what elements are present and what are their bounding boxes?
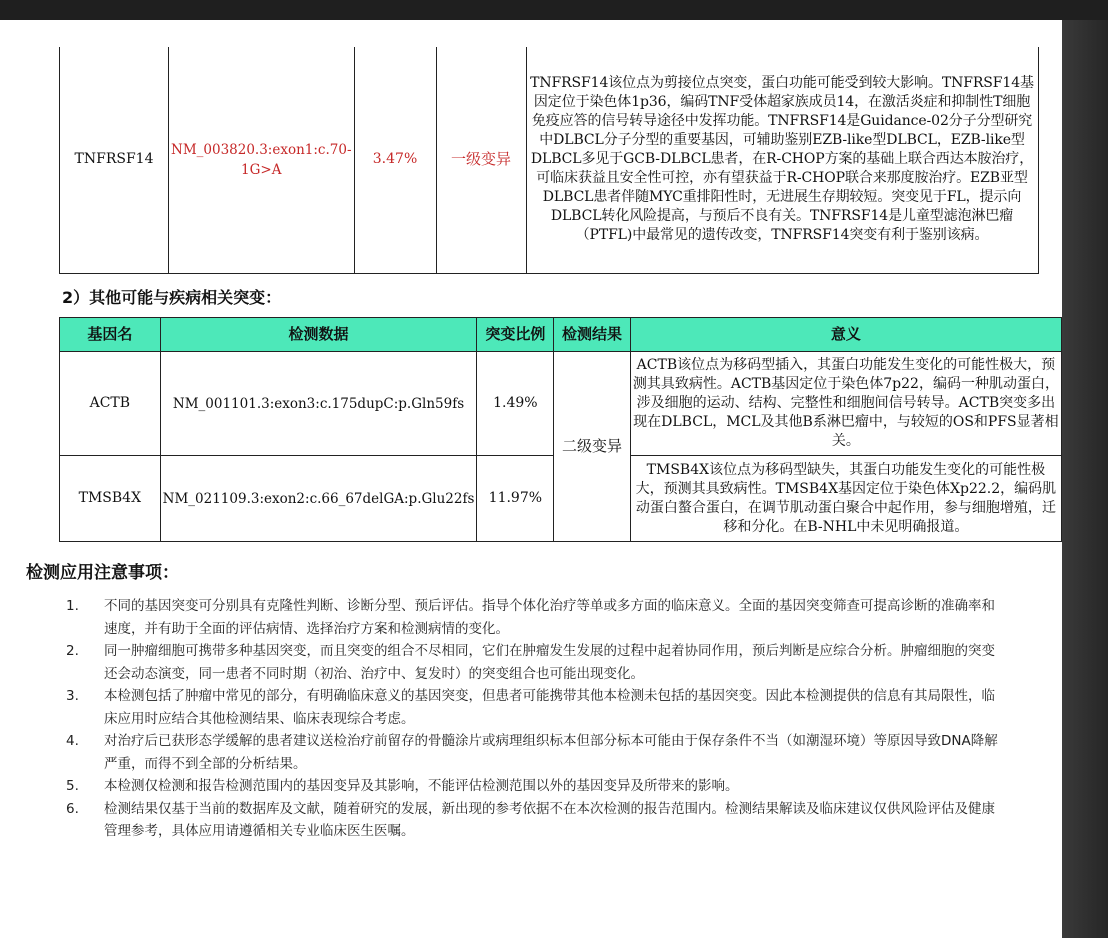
note-text: 本检测包括了肿瘤中常见的部分，有明确临床意义的基因突变，但患者可能携带其他本检测未包括的基因突变。因此本检测提供的信息有其局限性，临床应用时应结合其他检测结果、临床表现综合考虑。 bbox=[104, 688, 995, 727]
list-item bbox=[66, 685, 1006, 730]
header-meaning: 意义 bbox=[630, 318, 1061, 352]
note-number: 6. bbox=[66, 800, 79, 817]
primary-mutation-table bbox=[59, 47, 1039, 274]
header-ratio: 突变比例 bbox=[477, 318, 554, 352]
list-item bbox=[66, 775, 1006, 798]
detection-cell: NM_003820.3:exon1:c.70-1G>A bbox=[169, 47, 355, 273]
list-item bbox=[66, 595, 1006, 640]
note-number: 4. bbox=[66, 733, 79, 749]
header-detection: 检测数据 bbox=[160, 318, 477, 352]
table-header-row bbox=[60, 318, 1062, 352]
header-gene: 基因名 bbox=[60, 318, 161, 352]
note-text: 检测结果仅基于当前的数据库及文献，随着研究的发展，新出现的参考依据不在本次检测的报告范围内。检测结果解读及临床建议仅供风险评估及健康管理参考，具体应用请遵循相关专业临床医生医嘱。 bbox=[104, 800, 995, 839]
header-result: 检测结果 bbox=[554, 318, 630, 352]
note-number: 2. bbox=[66, 643, 79, 659]
list-item bbox=[66, 730, 1006, 775]
ratio-cell: 11.97% bbox=[477, 456, 554, 542]
note-text: 本检测仅检测和报告检测范围内的基因变异及其影响，不能评估检测范围以外的基因变异及所带来的影响。 bbox=[104, 778, 739, 794]
viewer-top-bar bbox=[0, 0, 1108, 20]
note-text: 对治疗后已获形态学缓解的患者建议送检治疗前留存的骨髓涂片或病理组织标本但部分标本可能由于保存条件不当（如潮湿环境）等原因导致DNA降解严重，而得不到全部的分析结果。 bbox=[104, 733, 998, 772]
note-text: 同一肿瘤细胞可携带多种基因突变，而且突变的组合不尽相同，它们在肿瘤发生发展的过程中起着协同作用，预后判断是应综合分析。肿瘤细胞的突变还会动态演变，同一患者不同时期（初治、治疗中、复发时）的突变组合也可能出现变化。 bbox=[104, 643, 995, 682]
other-mutations-table bbox=[59, 317, 1062, 542]
detection-cell: NM_001101.3:exon3:c.175dupC:p.Gln59fs bbox=[160, 352, 477, 456]
result-cell: 二级变异 bbox=[554, 352, 630, 542]
table-row bbox=[60, 352, 1062, 456]
section-heading: 2）其他可能与疾病相关突变： bbox=[62, 288, 282, 307]
meaning-cell: TNFRSF14该位点为剪接位点突变，蛋白功能可能受到较大影响。TNFRSF14基因定位于染色体1p36，编码TNF受体超家族成员14，在激活炎症和抑制性T细胞免疫应答的信号转导途径中发挥功能。TNFRSF14是Guidance-02分子分型研究中DLBCL分子分型的重要基因，可辅助鉴别EZB-like型DLBCL，EZB-like型DLBCL多见于GCB-DLBCL患者，在R-CHOP方案的基础上联合西达本胺治疗，可临床获益且安全性可控，亦有望获益于R-CHOP联合来那度胺治疗。EZB亚型DLBCL患者伴随MYC重排阳性时，无进展生存期较短。突变见于FL，提示向DLBCL转化风险提高，与预后不良有关。TNFRSF14是儿童型滤泡淋巴瘤（PTFL)中最常见的遗传改变，TNFRSF14突变有利于鉴别该病。 bbox=[526, 47, 1038, 273]
note-number: 1. bbox=[66, 598, 79, 614]
meaning-cell: ACTB该位点为移码型插入，其蛋白功能发生变化的可能性极大，预测其具致病性。ACTB基因定位于染色体7p22，编码一种肌动蛋白，涉及细胞的运动、结构、完整性和细胞间信号转导。ACTB突变多出现在DLBCL，MCL及其他B系淋巴瘤中，与较短的OS和PFS显著相关。 bbox=[630, 352, 1061, 456]
note-number: 3. bbox=[66, 688, 79, 704]
gene-cell: ACTB bbox=[60, 352, 161, 456]
notes-heading: 检测应用注意事项： bbox=[26, 563, 179, 583]
note-text: 不同的基因突变可分别具有克隆性判断、诊断分型、预后评估。指导个体化治疗等单或多方面的临床意义。全面的基因突变筛查可提高诊断的准确率和速度，并有助于全面的评估病情、选择治疗方案和检测病情的变化。 bbox=[104, 598, 995, 637]
gene-cell: TNFRSF14 bbox=[60, 47, 169, 273]
meaning-cell: TMSB4X该位点为移码型缺失，其蛋白功能发生变化的可能性极大，预测其具致病性。TMSB4X基因定位于染色体Xp22.2，编码肌动蛋白螯合蛋白，在调节肌动蛋白聚合中起作用，参与细胞增殖，迁移和分化。在B-NHL中未见明确报道。 bbox=[630, 456, 1061, 542]
ratio-cell: 3.47% bbox=[354, 47, 436, 273]
table-row bbox=[60, 47, 1039, 273]
list-item bbox=[66, 640, 1006, 685]
document-page bbox=[0, 20, 1062, 938]
ratio-cell: 1.49% bbox=[477, 352, 554, 456]
note-number: 5. bbox=[66, 778, 79, 794]
notes-list bbox=[66, 595, 1006, 843]
viewer-scroll-edge bbox=[1062, 20, 1108, 938]
detection-cell: NM_021109.3:exon2:c.66_67delGA:p.Glu22fs bbox=[160, 456, 477, 542]
list-item bbox=[66, 798, 1006, 843]
gene-cell: TMSB4X bbox=[60, 456, 161, 542]
result-cell: 一级变异 bbox=[436, 47, 526, 273]
